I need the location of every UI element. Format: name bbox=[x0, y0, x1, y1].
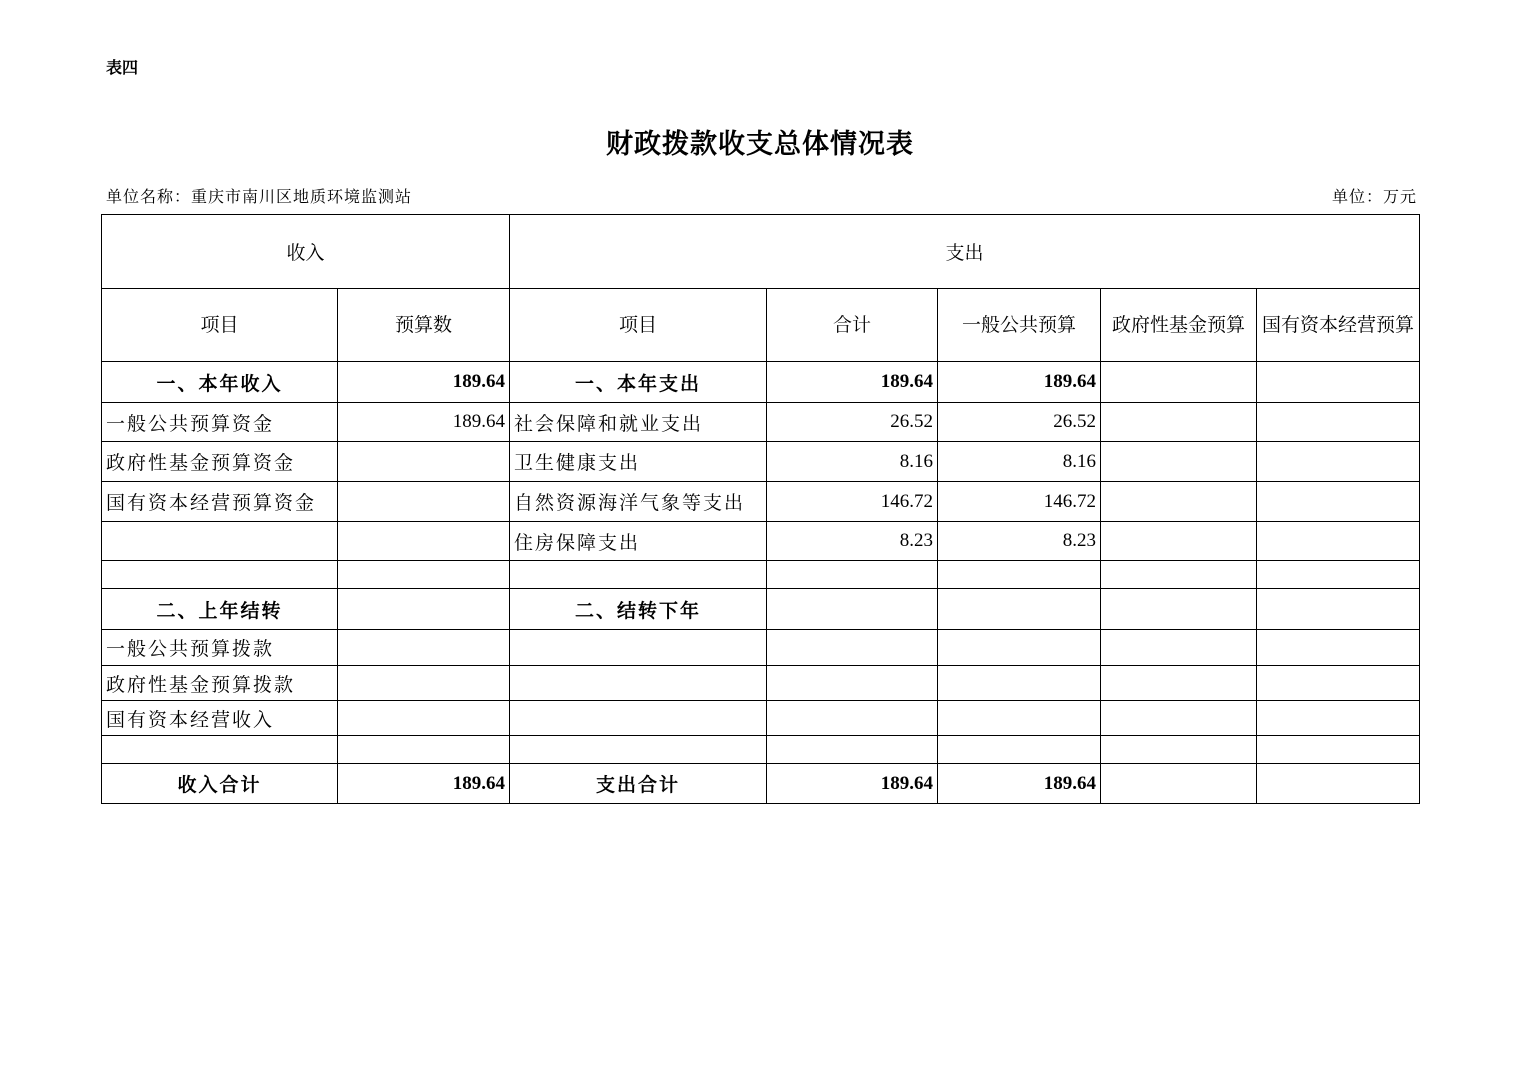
table-row bbox=[102, 589, 1420, 630]
income-total-value: 189.64 bbox=[338, 764, 510, 804]
state-capital-cell bbox=[1257, 482, 1420, 522]
table-row bbox=[102, 403, 1420, 442]
col-state-capital-budget: 国有资本经营预算 bbox=[1257, 289, 1420, 362]
expenditure-item-cell: 住房保障支出 bbox=[510, 522, 767, 561]
income-item-cell: 一般公共预算资金 bbox=[102, 403, 338, 442]
general-budget-cell: 189.64 bbox=[938, 362, 1101, 403]
col-income-item: 项目 bbox=[102, 289, 338, 362]
gov-fund-cell bbox=[1101, 403, 1257, 442]
table-row-total bbox=[102, 764, 1420, 804]
col-general-budget: 一般公共预算 bbox=[938, 289, 1101, 362]
gov-fund-cell bbox=[1101, 362, 1257, 403]
unit-name-label: 单位名称：重庆市南川区地质环境监测站 bbox=[106, 187, 413, 206]
total-cell: 189.64 bbox=[767, 362, 938, 403]
gov-fund-cell bbox=[1101, 522, 1257, 561]
total-cell: 26.52 bbox=[767, 403, 938, 442]
state-capital-cell bbox=[1257, 403, 1420, 442]
total-cell: 146.72 bbox=[767, 482, 938, 522]
general-budget-total-value: 189.64 bbox=[938, 764, 1101, 804]
income-total-label: 收入合计 bbox=[102, 764, 338, 804]
income-item-cell: 一般公共预算拨款 bbox=[102, 630, 338, 666]
table-row bbox=[102, 522, 1420, 561]
state-capital-cell bbox=[1257, 764, 1420, 804]
total-cell: 8.23 bbox=[767, 522, 938, 561]
table-row bbox=[102, 362, 1420, 403]
expenditure-item-cell: 自然资源海洋气象等支出 bbox=[510, 482, 767, 522]
expenditure-total-value: 189.64 bbox=[767, 764, 938, 804]
col-expenditure-item: 项目 bbox=[510, 289, 767, 362]
gov-fund-cell bbox=[1101, 589, 1257, 630]
total-cell bbox=[767, 589, 938, 630]
header-row-columns bbox=[102, 289, 1420, 362]
table-number-label: 表四 bbox=[106, 58, 139, 77]
income-value-cell bbox=[338, 589, 510, 630]
income-value-cell bbox=[338, 442, 510, 482]
table-row bbox=[102, 630, 1420, 666]
expenditure-header: 支出 bbox=[510, 215, 1420, 289]
total-cell: 8.16 bbox=[767, 442, 938, 482]
state-capital-cell bbox=[1257, 522, 1420, 561]
fiscal-appropriation-table bbox=[101, 214, 1420, 804]
table-row-empty bbox=[102, 736, 1420, 764]
income-item-cell: 一、本年收入 bbox=[102, 362, 338, 403]
expenditure-item-cell: 社会保障和就业支出 bbox=[510, 403, 767, 442]
state-capital-cell bbox=[1257, 362, 1420, 403]
income-header: 收入 bbox=[102, 215, 510, 289]
col-gov-fund-budget: 政府性基金预算 bbox=[1101, 289, 1257, 362]
expenditure-item-cell: 一、本年支出 bbox=[510, 362, 767, 403]
col-budget-amount: 预算数 bbox=[338, 289, 510, 362]
income-item-cell bbox=[102, 522, 338, 561]
general-budget-cell bbox=[938, 589, 1101, 630]
income-item-cell: 政府性基金预算拨款 bbox=[102, 666, 338, 701]
expenditure-total-label: 支出合计 bbox=[510, 764, 767, 804]
table-row bbox=[102, 701, 1420, 736]
general-budget-cell: 146.72 bbox=[938, 482, 1101, 522]
state-capital-cell bbox=[1257, 589, 1420, 630]
table-row bbox=[102, 442, 1420, 482]
currency-unit-label: 单位：万元 bbox=[1331, 187, 1417, 206]
header-row-main bbox=[102, 215, 1420, 289]
income-value-cell bbox=[338, 482, 510, 522]
expenditure-item-cell: 卫生健康支出 bbox=[510, 442, 767, 482]
expenditure-item-cell: 二、结转下年 bbox=[510, 589, 767, 630]
general-budget-cell: 26.52 bbox=[938, 403, 1101, 442]
general-budget-cell: 8.23 bbox=[938, 522, 1101, 561]
income-item-cell: 二、上年结转 bbox=[102, 589, 338, 630]
table-row-empty bbox=[102, 561, 1420, 589]
income-item-cell: 政府性基金预算资金 bbox=[102, 442, 338, 482]
income-value-cell bbox=[338, 522, 510, 561]
col-total: 合计 bbox=[767, 289, 938, 362]
income-value-cell: 189.64 bbox=[338, 403, 510, 442]
income-item-cell: 国有资本经营收入 bbox=[102, 701, 338, 736]
income-value-cell: 189.64 bbox=[338, 362, 510, 403]
table-row bbox=[102, 666, 1420, 701]
page-title: 财政拨款收支总体情况表 bbox=[606, 129, 914, 160]
table-row bbox=[102, 482, 1420, 522]
general-budget-cell: 8.16 bbox=[938, 442, 1101, 482]
state-capital-cell bbox=[1257, 442, 1420, 482]
gov-fund-cell bbox=[1101, 442, 1257, 482]
gov-fund-cell bbox=[1101, 482, 1257, 522]
gov-fund-cell bbox=[1101, 764, 1257, 804]
income-item-cell: 国有资本经营预算资金 bbox=[102, 482, 338, 522]
